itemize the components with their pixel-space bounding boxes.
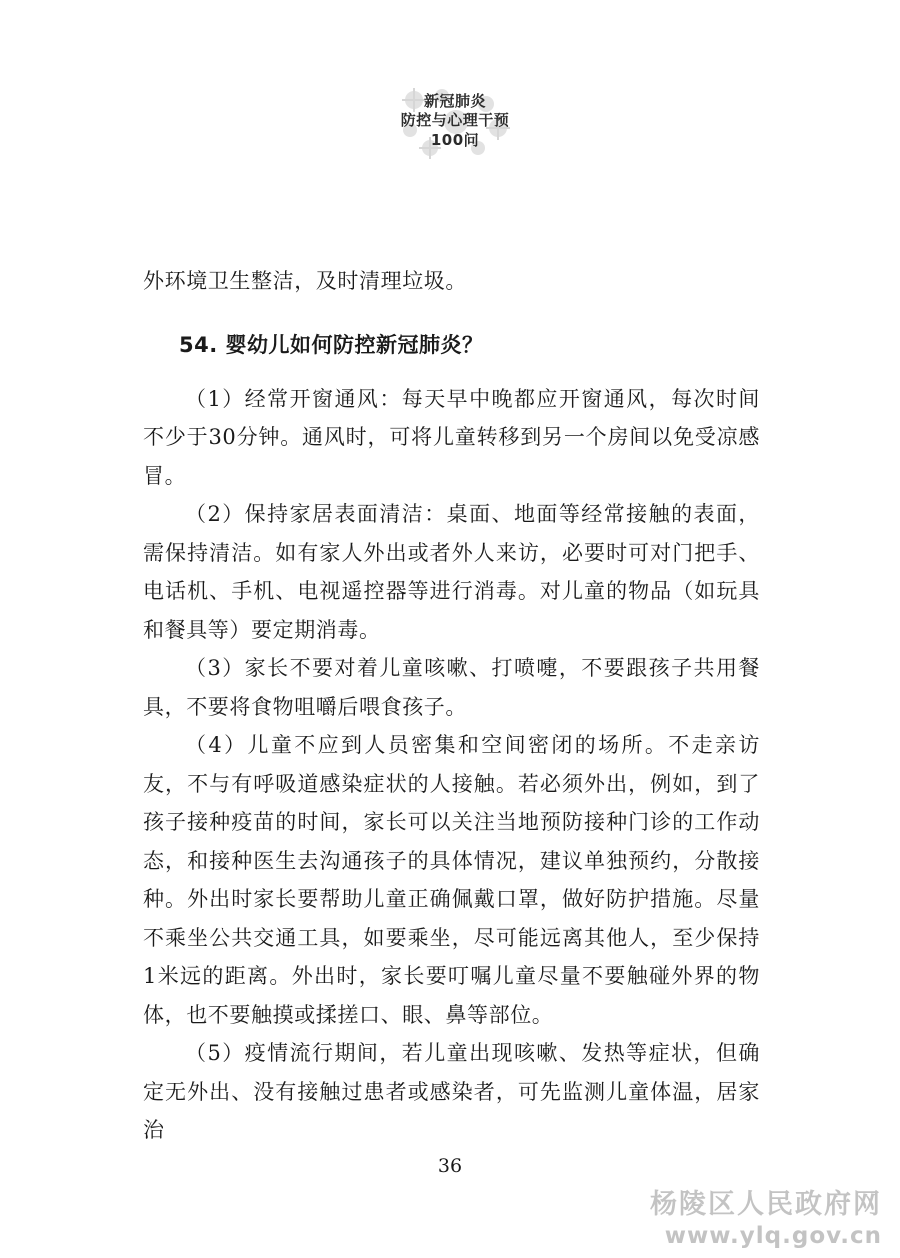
- book-title-logo: [390, 82, 520, 162]
- watermark-site-url: www.ylq.gov.cn: [664, 1223, 882, 1249]
- lead-paragraph: 外环境卫生整洁，及时清理垃圾。: [143, 269, 467, 293]
- site-watermark: [650, 1182, 882, 1249]
- question-heading: 54. 婴幼儿如何防控新冠肺炎？: [179, 332, 484, 357]
- paragraph-1: （1）经常开窗通风：每天早中晚都应开窗通风，每次时间不少于30分钟。通风时，可将儿童转移到另一个房间以免受凉感冒。: [143, 386, 760, 488]
- watermark-site-name: 杨陵区人民政府网: [650, 1189, 882, 1220]
- logo-title-line-1: 新冠肺炎: [423, 92, 486, 110]
- paragraph-4: （4）儿童不应到人员密集和空间密闭的场所。不走亲访友，不与有呼吸道感染症状的人接触。若必须外出，例如，到了孩子接种疫苗的时间，家长可以关注当地预防接种门诊的工作动态，和接种医生去沟通孩子的具体情况，建议单独预约，分散接种。外出时家长要帮助儿童正确佩戴口罩，做好防护措施。尽量不乘坐公共交通工具，如要乘坐，尽可能远离其他人，至少保持1米远的距离。外出时，家长要叮嘱儿童尽量不要触碰外界的物体，也不要触摸或揉搓口、眼、鼻等部位。: [143, 733, 760, 1027]
- page-content: [143, 262, 760, 1150]
- paragraph-3: （3）家长不要对着儿童咳嗽、打喷嚏，不要跟孩子共用餐具，不要将食物咀嚼后喂食孩子。: [143, 656, 760, 719]
- paragraph-5: （5）疫情流行期间，若儿童出现咳嗽、发热等症状，但确定无外出、没有接触过患者或感染者，可先监测儿童体温，居家治: [143, 1041, 760, 1142]
- logo-title-line-2: 防控与心理干预: [400, 111, 510, 129]
- paragraph-2: （2）保持家居表面清洁：桌面、地面等经常接触的表面，需保持清洁。如有家人外出或者外人来访，必要时可对门把手、电话机、手机、电视遥控器等进行消毒。对儿童的物品（如玩具和餐具等）要定期消毒。: [143, 502, 760, 642]
- page-number: 36: [437, 1155, 463, 1177]
- logo-title-line-3: 100问: [430, 131, 480, 149]
